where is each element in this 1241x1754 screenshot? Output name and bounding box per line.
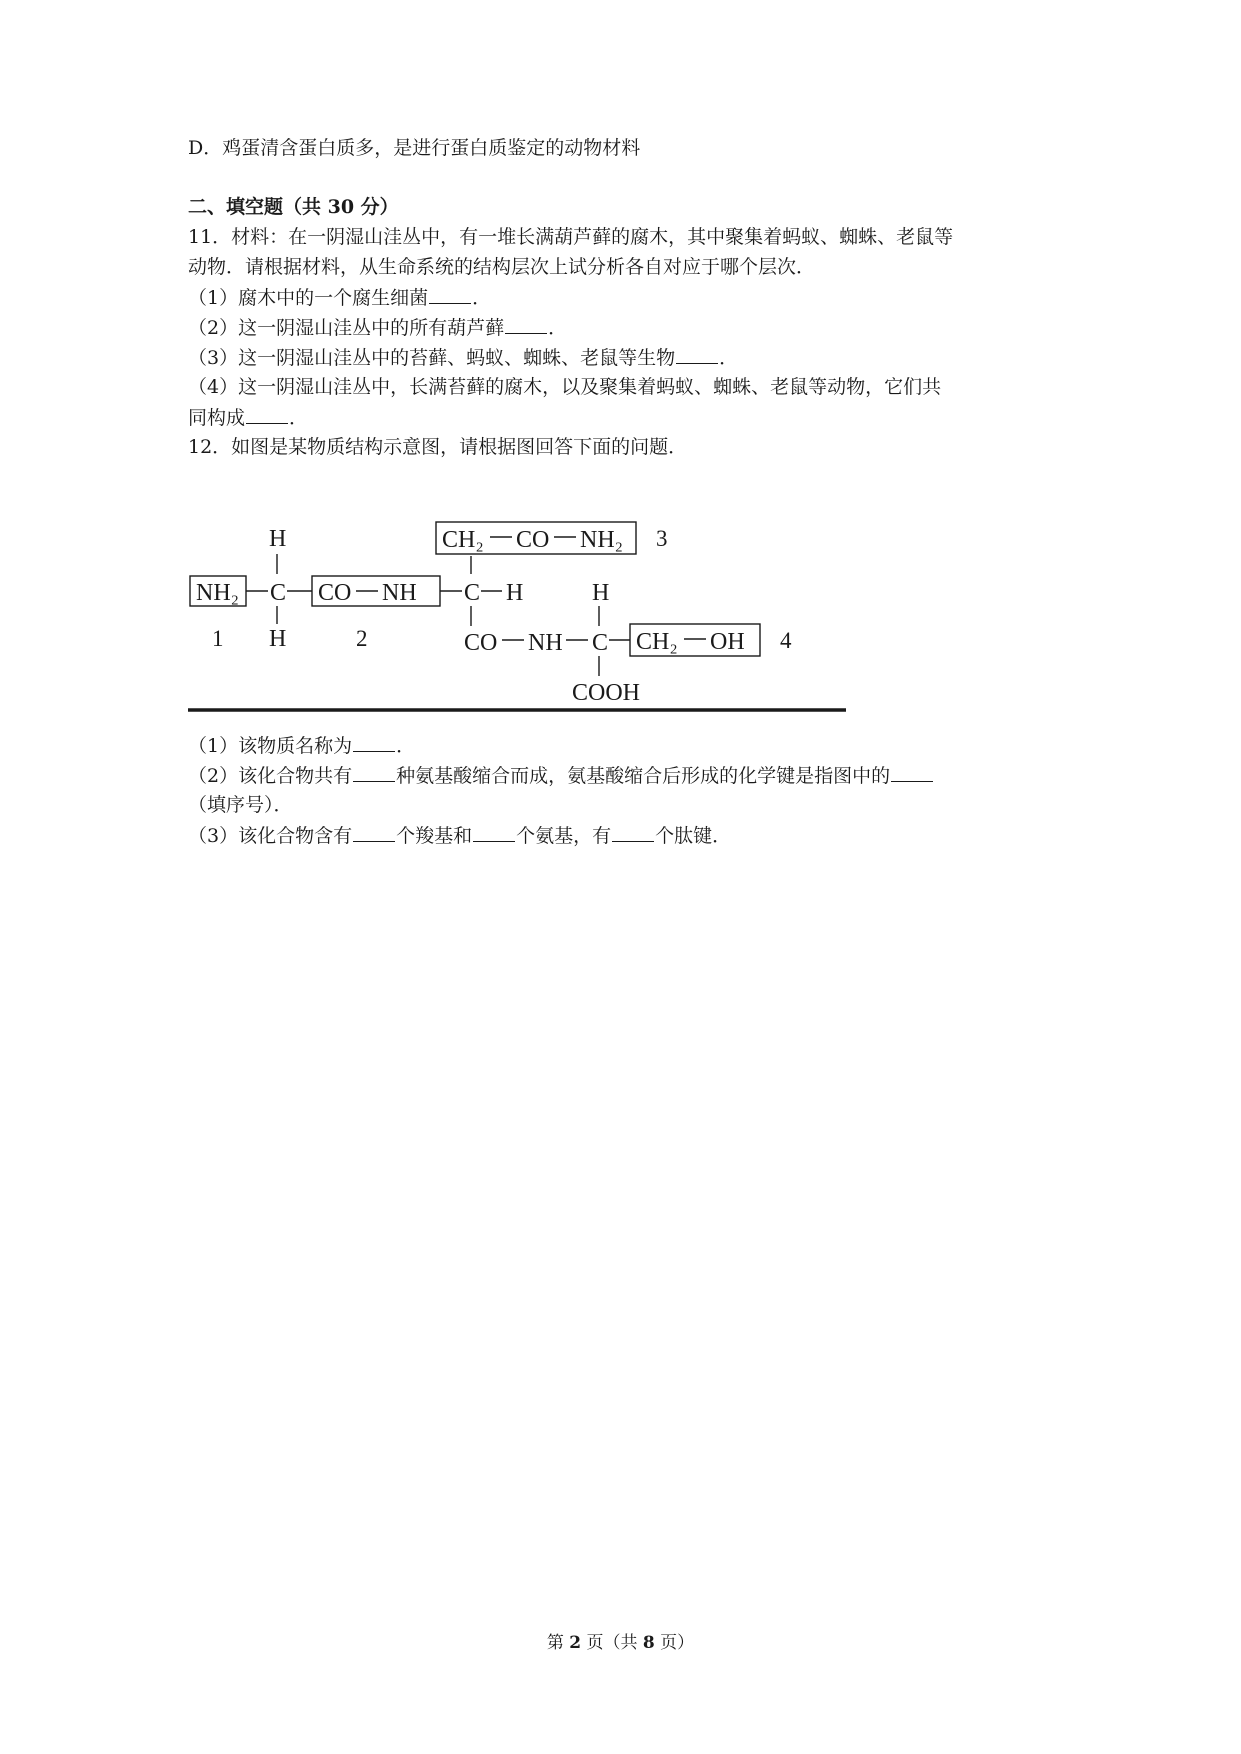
q11-item1 xyxy=(188,285,491,310)
q11-item2-text: （2）这一阴湿山洼丛中的所有葫芦藓 xyxy=(188,317,505,339)
answer-blank[interactable] xyxy=(612,823,654,842)
period: ． xyxy=(289,407,309,429)
q11-stem-line1: 11．材料：在一阴湿山洼丛中，有一堆长满葫芦藓的腐木，其中聚集着蚂蚁、蜘蛛、老鼠等 xyxy=(188,226,954,248)
footer-page-number: 2 xyxy=(569,1633,582,1653)
q12-item3-text-b: 个羧基和 xyxy=(396,825,473,847)
answer-blank[interactable] xyxy=(353,733,395,752)
answer-blank[interactable] xyxy=(353,823,395,842)
answer-blank[interactable] xyxy=(353,763,395,782)
q12-item3-text-a: （3）该化合物含有 xyxy=(188,825,353,847)
q12-stem: 12．如图是某物质结构示意图，请根据图回答下面的问题． xyxy=(188,436,688,458)
answer-blank[interactable] xyxy=(246,405,288,424)
q12-item3-text-c: 个氨基，有 xyxy=(516,825,612,847)
label-4: 4 xyxy=(780,628,792,653)
atom-h-right2: H xyxy=(506,580,524,606)
label-1: 1 xyxy=(212,626,224,651)
q11-item1-text: （1）腐木中的一个腐生细菌 xyxy=(188,287,429,309)
group-cooh: COOH xyxy=(572,680,641,706)
answer-blank[interactable] xyxy=(891,763,933,782)
q12-item2-text-a: （2）该化合物共有 xyxy=(188,765,353,787)
q12-item1 xyxy=(188,733,415,758)
q12-item2-line1 xyxy=(188,763,934,788)
answer-blank[interactable] xyxy=(505,315,547,334)
q11-stem-line2: 动物．请根据材料，从生命系统的结构层次上试分析各自对应于哪个层次． xyxy=(188,256,816,278)
q11-item2 xyxy=(188,315,567,340)
option-d: D．鸡蛋清含蛋白质多，是进行蛋白质鉴定的动物材料 xyxy=(188,137,641,159)
peptide-structure-diagram xyxy=(188,512,848,726)
answer-blank[interactable] xyxy=(473,823,515,842)
group-co-a: CO xyxy=(318,580,352,606)
group-nh-c: NH xyxy=(528,630,563,656)
footer-total-pages: 8 xyxy=(642,1633,655,1653)
page-footer xyxy=(0,1632,1241,1654)
q12-item1-text: （1）该物质名称为 xyxy=(188,735,353,757)
period: ． xyxy=(472,287,492,309)
group-co-b: CO xyxy=(516,527,550,553)
q11-item4-line2 xyxy=(188,405,308,430)
atom-h-bottom1: H xyxy=(269,626,287,652)
group-nh2: NH₂ xyxy=(196,580,240,606)
atom-h-top3: H xyxy=(592,580,610,606)
section-title: 二、填空题（共 30 分） xyxy=(188,196,399,218)
footer-middle: 页（共 xyxy=(586,1633,638,1653)
atom-c1: C xyxy=(270,580,287,606)
period: ． xyxy=(719,347,739,369)
q11-item4-line1: （4）这一阴湿山洼丛中，长满苔藓的腐木，以及聚集着蚂蚁、蜘蛛、老鼠等动物，它们共 xyxy=(188,376,942,398)
footer-prefix: 第 xyxy=(546,1633,564,1653)
q12-item3-text-d: 个肽键． xyxy=(655,825,732,847)
q12-item2-line2: （填序号）． xyxy=(188,794,293,816)
atom-c2: C xyxy=(464,580,481,606)
atom-h-top1: H xyxy=(269,526,287,552)
label-2: 2 xyxy=(356,626,368,651)
q11-item4-line2-text: 同构成 xyxy=(188,407,246,429)
group-oh: OH xyxy=(710,629,745,655)
answer-blank[interactable] xyxy=(676,345,718,364)
group-nh-a: NH xyxy=(382,580,417,606)
footer-suffix: 页） xyxy=(660,1633,695,1653)
group-co-c: CO xyxy=(464,630,498,656)
q11-item3-text: （3）这一阴湿山洼丛中的苔藓、蚂蚁、蜘蛛、老鼠等生物 xyxy=(188,347,676,369)
atom-c3: C xyxy=(592,630,609,656)
q12-item2-text-b: 种氨基酸缩合而成，氨基酸缩合后形成的化学键是指图中的 xyxy=(396,765,891,787)
q11-item3 xyxy=(188,345,738,370)
period: ． xyxy=(396,735,416,757)
group-nh2-b: NH₂ xyxy=(580,527,624,553)
answer-blank[interactable] xyxy=(429,285,471,304)
q12-item3 xyxy=(188,823,731,848)
group-ch2-a: CH₂ xyxy=(442,527,484,553)
group-ch2-b: CH₂ xyxy=(636,629,678,655)
period: ． xyxy=(548,317,568,339)
label-3: 3 xyxy=(656,526,668,551)
